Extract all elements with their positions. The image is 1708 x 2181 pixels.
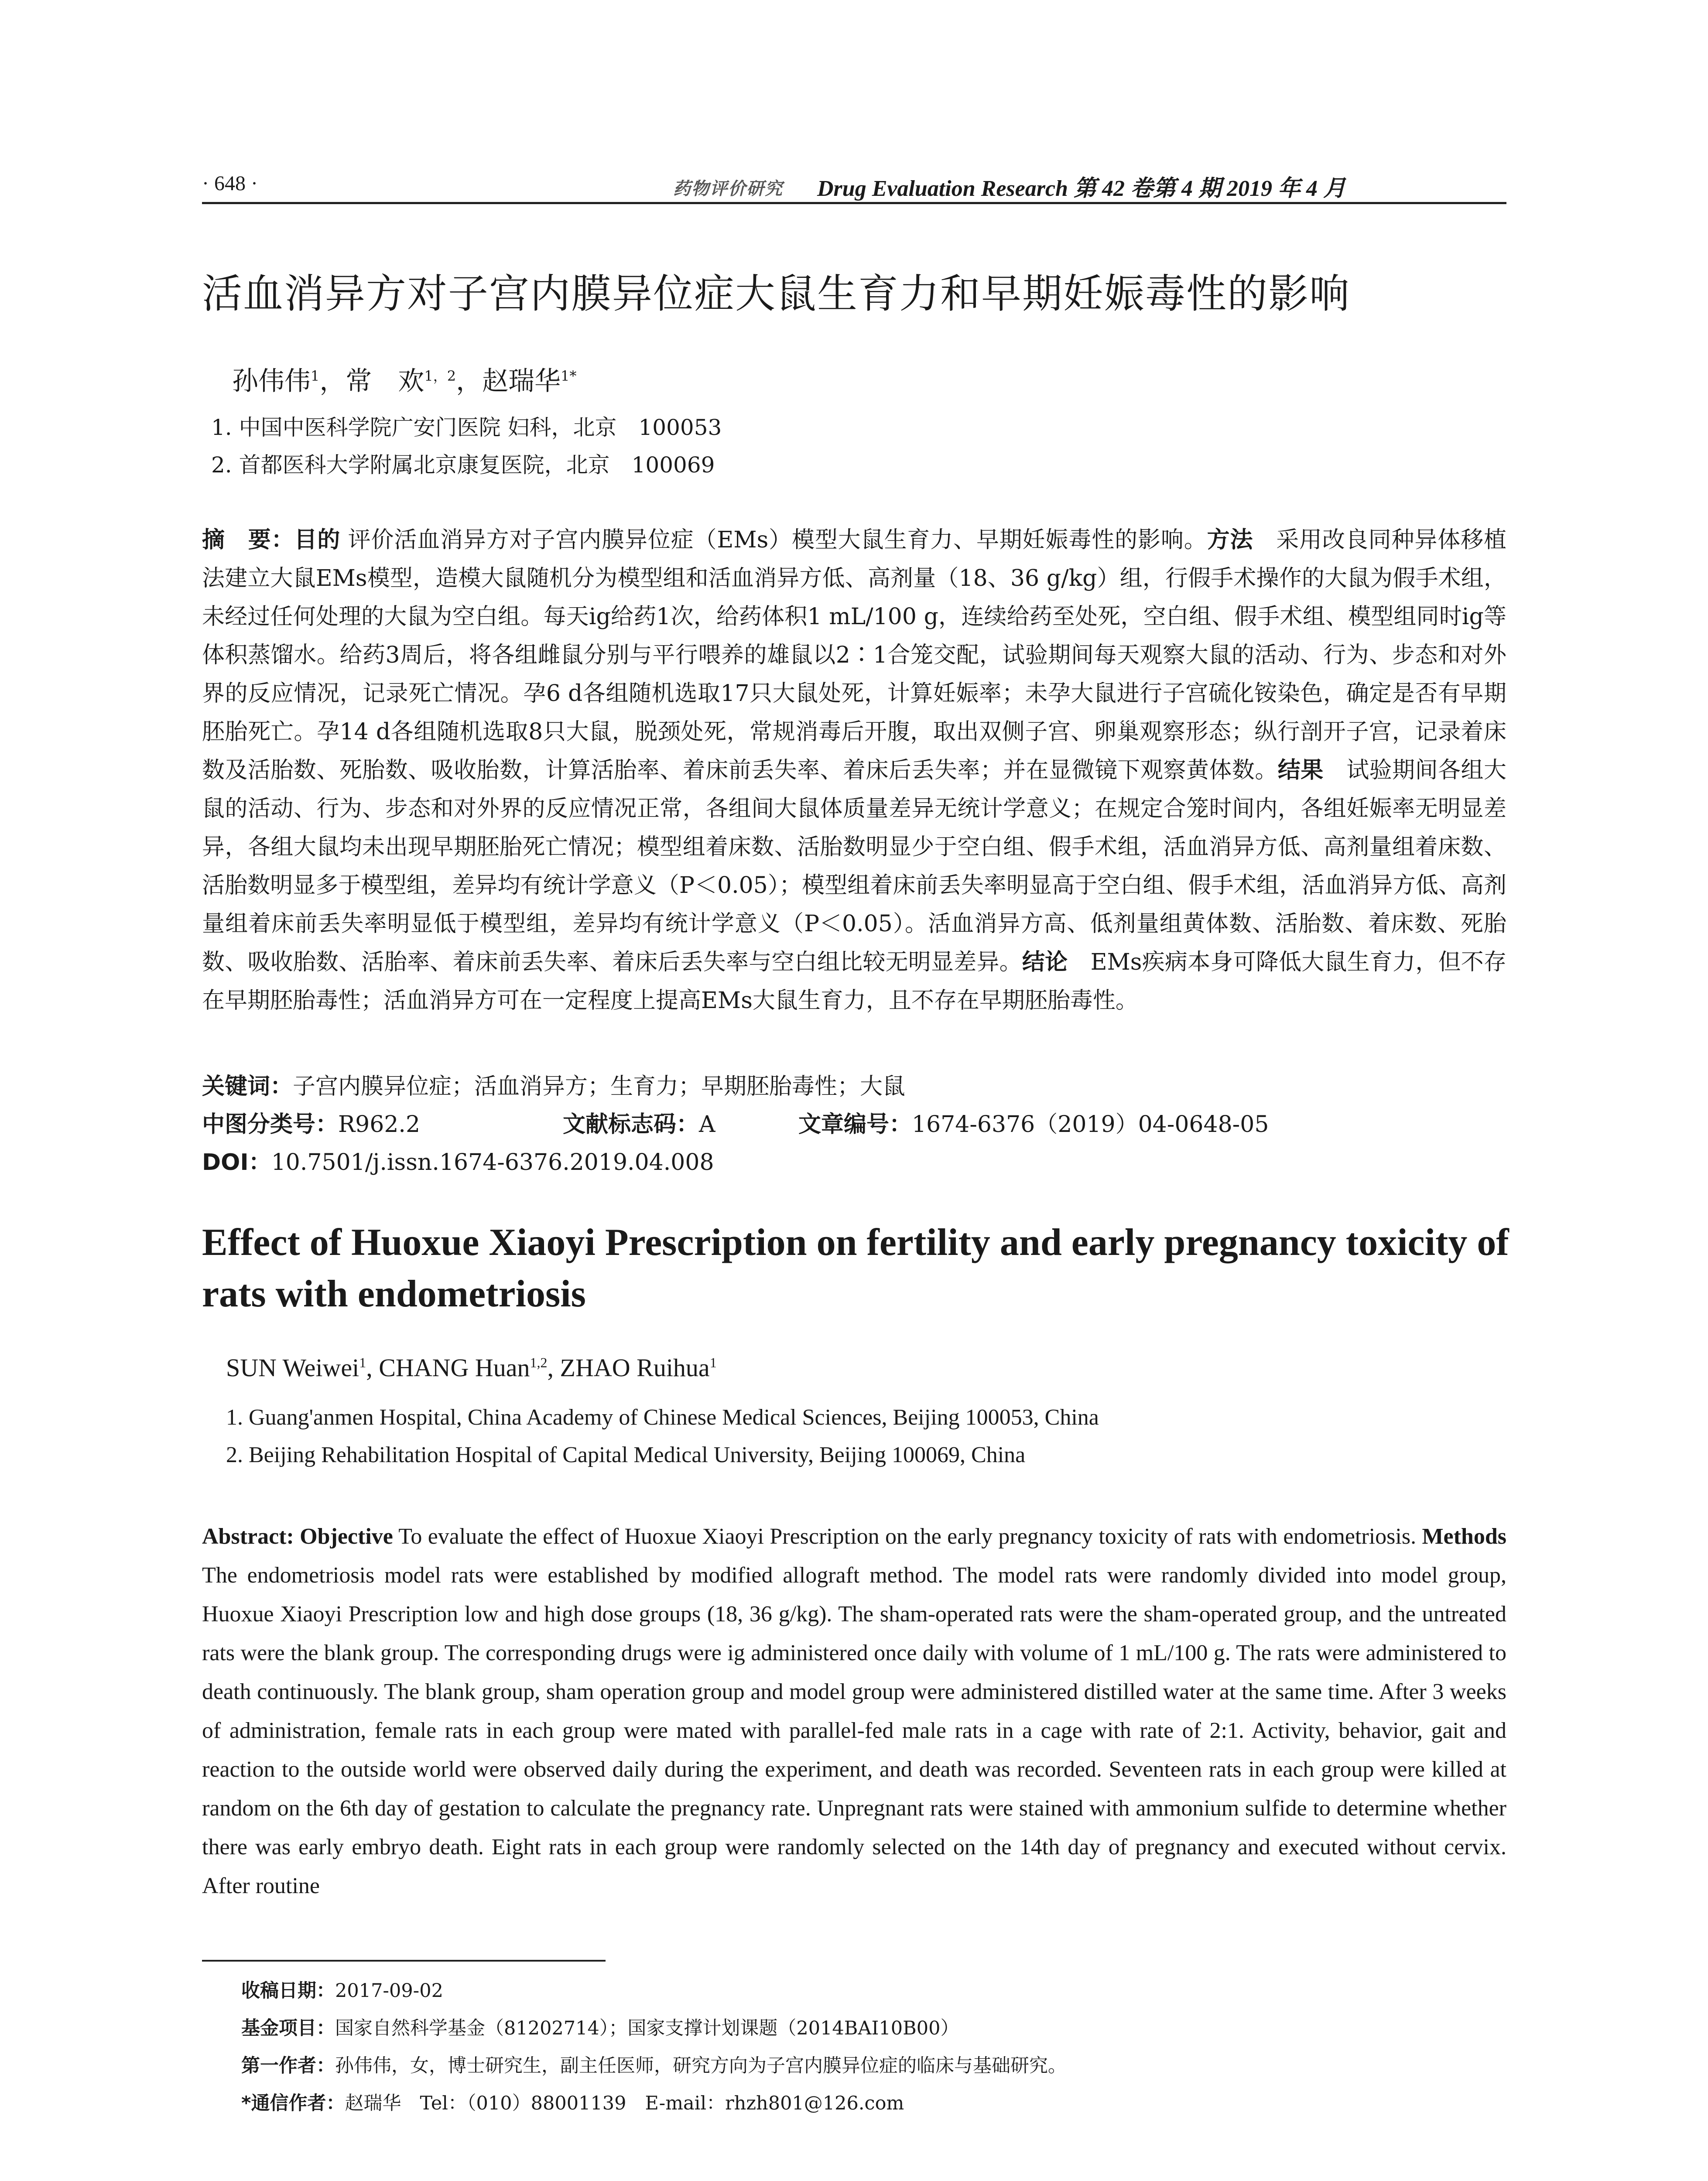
journal-info: Drug Evaluation Research 第 42 卷第 4 期 2019 年 4 月 xyxy=(817,176,1346,201)
objective-label: 目的 xyxy=(294,527,341,553)
abstract-label: 摘 要： xyxy=(202,527,294,553)
doi-value: 10.7501/j.issn.1674-6376.2019.04.008 xyxy=(271,1149,714,1176)
objective-text: 评价活血消异方对子宫内膜异位症（EMs）模型大鼠生育力、早期妊娠毒性的影响。 xyxy=(340,527,1207,553)
footnote-label: 基金项目： xyxy=(241,2017,335,2039)
methods-text: 采用改良同种异体移植法建立大鼠EMs模型，造模大鼠随机分为模型组和活血消异方低、高剂量（18、36 g/kg）组，行假手术操作的大鼠为假手术组，未经过任何处理的大鼠为空白组。每天ig给药1次，给药体积1 mL/100 g，连续给药至处死，空白组、假手术组、模型组同时ig等体积蒸馏水。给药3周后，将各组雌鼠分别与平行喂养的雄鼠以2∶1合笼交配，试验期间每天观察大鼠的活动、行为、步态和对外界的反应情况，记录死亡情况。孕6 d各组随机选取17只大鼠处死，计算妊娠率；未孕大鼠进行子宫硫化铵染色，确定是否有早期胚胎死亡。孕14 d各组随机选取8只大鼠，脱颈处死，常规消毒后开腹，取出双侧子宫、卵巢观察形态；纵行剖开子宫，记录着床数及活胎数、死胎数、吸收胎数，计算活胎率、着床前丢失率、着床后丢失率；并在显微镜下观察黄体数。 xyxy=(202,527,1506,783)
methods-label: Methods xyxy=(1422,1524,1507,1549)
author-name: 孙伟伟 xyxy=(232,366,311,397)
author-name: ，常 欢 xyxy=(319,366,424,397)
footnote-text: 赵瑞华 Tel：（010）88001139 E-mail：rhzh801@126.com xyxy=(345,2092,904,2114)
chinese-abstract xyxy=(202,521,1506,1020)
conclusion-text: EMs疾病本身可降低大鼠生育力，但不存在早期胚胎毒性；活血消异方可在一定程度上提高EMs大鼠生育力，且不存在早期胚胎毒性。 xyxy=(202,949,1506,1014)
english-abstract xyxy=(202,1517,1506,1905)
footnote-corresponding-author xyxy=(241,2089,904,2115)
footnote-label: 第一作者： xyxy=(241,2055,335,2077)
clc-label: 中图分类号： xyxy=(202,1111,339,1138)
english-affiliation-1: 1. Guang'anmen Hospital, China Academy of Chinese Medical Sciences, Beijing 100053, China xyxy=(226,1405,1099,1430)
footnote-label: *通信作者： xyxy=(241,2092,345,2114)
footnote-label: 收稿日期： xyxy=(241,1980,335,2002)
footnote-text: 2017-09-02 xyxy=(335,1980,443,2002)
author-superscript: 1 xyxy=(709,1354,717,1371)
author-name: , ZHAO Ruihua xyxy=(547,1354,710,1382)
doi-line xyxy=(202,1144,714,1176)
footnote-first-author xyxy=(241,2051,1067,2078)
results-label: 结果 xyxy=(1277,757,1324,783)
article-number-value: 1674-6376（2019）04-0648-05 xyxy=(912,1111,1269,1138)
chinese-title: 活血消异方对子宫内膜异位症大鼠生育力和早期妊娠毒性的影响 xyxy=(202,270,1351,317)
author-superscript: 1* xyxy=(561,368,577,384)
keywords-label: 关键词： xyxy=(202,1073,293,1100)
footnote-received xyxy=(241,1976,443,2003)
results-text: 试验期间各组大鼠的活动、行为、步态和对外界的反应情况正常，各组间大鼠体质量差异无统计学意义；在规定合笼时间内，各组妊娠率无明显差异，各组大鼠均未出现早期胚胎死亡情况；模型组着床数、活胎数明显少于空白组、假手术组，活血消异方低、高剂量组着床数、活胎数明显多于模型组，差异均有统计学意义（P＜0.05）；模型组着床前丢失率明显高于空白组、假手术组，活血消异方低、高剂量组着床前丢失率明显低于模型组，差异均有统计学意义（P＜0.05）。活血消异方高、低剂量组黄体数、活胎数、着床数、死胎数、吸收胎数、活胎率、着床前丢失率、着床后丢失率与空白组比较无明显差异。 xyxy=(202,757,1506,975)
keywords-text: 子宫内膜异位症；活血消异方；生育力；早期胚胎毒性；大鼠 xyxy=(293,1073,906,1100)
keywords-line xyxy=(202,1068,905,1101)
footnote-divider xyxy=(202,1960,606,1962)
objective-text: To evaluate the effect of Huoxue Xiaoyi Prescription on the early pregnancy toxicity of rats with endometriosis. xyxy=(393,1524,1422,1549)
methods-text: The endometriosis model rats were established by modified allograft method. The model rats were randomly divided into model group, Huoxue Xiaoyi Prescription low and high dose groups (18, 36 g/kg). The sham-operated rats were the sham-operated group, and the untreated rats were the blank group. The corresponding drugs were ig administered once daily with volume of 1 mL/100 g. The rats were administered to death continuously. The blank group, sham operation group and model group were administered distilled water at the same time. After 3 weeks of administration, female rats in each group were mated with parallel-fed male rats in a cage with rate of 2:1. Activity, behavior, gait and reaction to the outside world were observed daily during the experiment, and death was recorded. Seventeen rats in each group were killed at random on the 6th day of gestation to calculate the pregnancy rate. Unpregnant rats were stained with ammonium sulfide to determine whether there was early embryo death. Eight rats in each group were randomly selected on the 14th day of pregnancy and executed without cervix. After routine xyxy=(202,1563,1506,1898)
page-number: · 648 · xyxy=(202,172,258,195)
classification-line xyxy=(202,1106,420,1138)
author-name: , CHANG Huan xyxy=(366,1354,530,1382)
journal-logo: 药物评价研究 xyxy=(673,178,783,199)
chinese-authors xyxy=(232,360,576,398)
document-code-line xyxy=(563,1106,715,1138)
running-header xyxy=(202,167,1506,204)
author-name: SUN Weiwei xyxy=(226,1354,359,1382)
methods-label: 方法 xyxy=(1207,527,1253,553)
document-code-label: 文献标志码： xyxy=(563,1111,699,1138)
footnote-text: 国家自然科学基金（81202714）；国家支撑计划课题（2014BAI10B00） xyxy=(335,2017,959,2039)
author-superscript: 1,2 xyxy=(530,1354,548,1371)
author-superscript: 1 xyxy=(311,368,320,384)
conclusion-label: 结论 xyxy=(1022,949,1068,975)
footnote-text: 孙伟伟，女，博士研究生，副主任医师，研究方向为子宫内膜异位症的临床与基础研究。 xyxy=(335,2055,1067,2077)
footnote-funding xyxy=(241,2013,959,2040)
english-authors xyxy=(226,1353,717,1382)
chinese-affiliation-2: 2. 首都医科大学附属北京康复医院，北京 100069 xyxy=(211,452,715,478)
chinese-affiliation-1: 1. 中国中医科学院广安门医院 妇科，北京 100053 xyxy=(211,415,722,440)
document-code-value: A xyxy=(699,1111,715,1138)
abstract-label: Abstract: xyxy=(202,1524,294,1549)
doi-label: DOI： xyxy=(202,1149,271,1176)
author-superscript: 1，2 xyxy=(424,368,456,384)
article-number-label: 文章编号： xyxy=(798,1111,912,1138)
english-title: Effect of Huoxue Xiaoyi Prescription on fertility and early pregnancy toxicity of rats with endometriosis xyxy=(202,1221,1509,1315)
author-name: ，赵瑞华 xyxy=(456,366,561,397)
article-number-line xyxy=(798,1106,1269,1138)
objective-label: Objective xyxy=(300,1524,393,1549)
english-affiliation-2: 2. Beijing Rehabilitation Hospital of Capital Medical University, Beijing 100069, China xyxy=(226,1443,1026,1467)
clc-value: R962.2 xyxy=(338,1111,421,1138)
author-superscript: 1 xyxy=(359,1354,366,1371)
